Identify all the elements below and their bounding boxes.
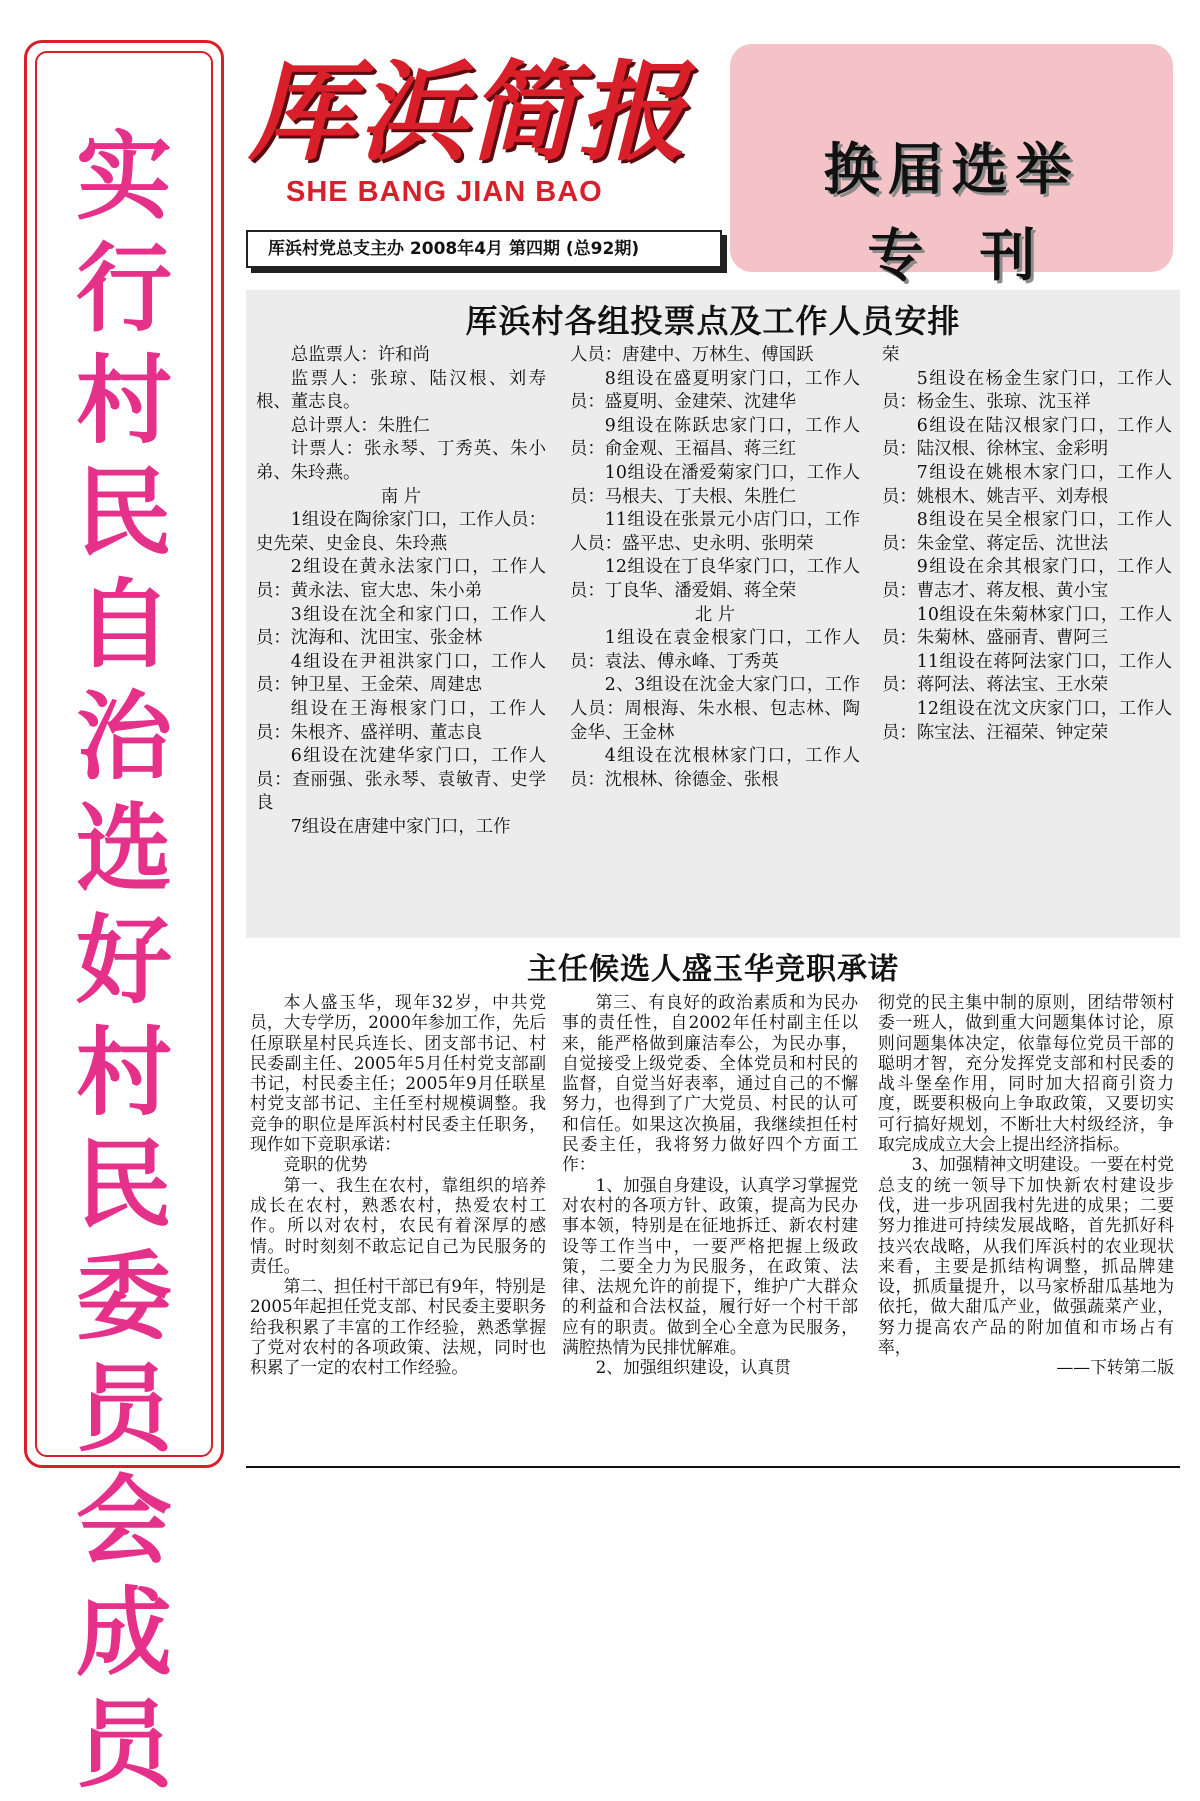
article-column — [250, 992, 546, 1378]
article-paragraph: 10组设在潘爱菊家门口，工作人员：马根夫、丁夫根、朱胜仁 — [570, 462, 860, 507]
article-column — [562, 992, 858, 1378]
article-paragraph: 7组设在唐建中家门口，工作 — [290, 816, 511, 837]
article-paragraph: 北 片 — [694, 604, 736, 625]
article-paragraph: 8组设在盛夏明家门口，工作人员：盛夏明、金建荣、沈建华 — [570, 368, 860, 413]
slogan-char: 民 — [76, 457, 172, 569]
article-paragraph: 9组设在陈跃忠家门口，工作人员：俞金观、王福昌、蒋三红 — [570, 415, 860, 460]
polling-stations-section — [246, 290, 1180, 938]
special-issue-line1: 换届选举 — [823, 138, 1080, 203]
article-paragraph: 10组设在朱菊林家门口，工作人员：朱菊林、盛丽青、曹阿三 — [882, 604, 1172, 649]
slogan-frame — [24, 40, 224, 1801]
article-paragraph: 南 片 — [380, 486, 422, 507]
article-paragraph: 监票人：张琼、陆汉根、刘寿根、董志良。 — [256, 368, 546, 413]
article-paragraph: 6组设在陆汉根家门口，工作人员：陆汉根、徐林宝、金彩明 — [882, 415, 1172, 460]
slogan-char: 好 — [76, 905, 172, 1017]
polling-stations-title: 厍浜村各组投票点及工作人员安排 — [465, 302, 961, 340]
article-paragraph: 彻党的民主集中制的原则，团结带领村委一班人，做到重大问题集体讨论，原则问题集体决定，依靠每位党员干部的聪明才智，充分发挥党支部和村民委的战斗堡垒作用，同时加大招商引资力度，既要积极向上争取政策，又要切实可行搞好规划，不断壮大村级经济，争取完成成立大会上提出经济指标。 — [878, 992, 1174, 1155]
article-column — [882, 344, 1172, 745]
article-paragraph: 1组设在袁金根家门口，工作人员：袁法、傅永峰、丁秀英 — [570, 628, 860, 672]
article-paragraph: 12组设在丁良华家门口，工作人员：丁良华、潘爱娟、蒋全荣 — [570, 557, 860, 601]
candidate-pledge-title: 主任候选人盛玉华竞职承诺 — [527, 952, 899, 987]
slogan-char: 成 — [76, 1577, 172, 1689]
article-paragraph: 4组设在尹祖洪家门口，工作人员：钟卫星、王金荣、周建忠 — [256, 651, 546, 696]
article-paragraph: 组设在王海根家门口，工作人员：朱根齐、盛祥明、董志良 — [256, 698, 546, 743]
article-paragraph: 11组设在张景元小店门口，工作人员：盛平忠、史永明、张明荣 — [570, 510, 860, 554]
article-paragraph: 9组设在余其根家门口，工作人员：曹志才、蒋友根、黄小宝 — [882, 557, 1172, 601]
slogan-char: 行 — [76, 233, 172, 345]
bottom-divider — [246, 1466, 1180, 1468]
issue-info-bar: 厍浜村党总支主办 2008年4月 第四期 (总92期) — [246, 230, 722, 268]
slogan-char: 实 — [76, 121, 172, 233]
article-paragraph: 计票人：张永琴、丁秀英、朱小弟、朱玲燕。 — [256, 439, 546, 483]
article-paragraph: 12组设在沈文庆家门口，工作人员：陈宝法、汪福荣、钟定荣 — [882, 698, 1172, 743]
slogan-char: 村 — [76, 345, 172, 457]
special-issue-line2: 专刊 — [867, 224, 1092, 289]
article-paragraph: 第二、担任村干部已有9年，特别是2005年起担任党支部、村民委主要职务给我积累了丰富的工作经验，熟悉掌握了党对农村的各项政策、法规，同时也积累了一定的农村工作经验。 — [250, 1276, 546, 1378]
article-paragraph: 11组设在蒋阿法家门口，工作人员：蒋阿法、蒋法宝、王水荣 — [882, 651, 1172, 696]
article-paragraph: 荣 — [882, 345, 900, 365]
masthead-title: 厍浜简报 — [248, 50, 689, 176]
article-paragraph: 1组设在陶徐家门口，工作人员：史先荣、史金良、朱玲燕 — [256, 510, 546, 554]
slogan-char: 民 — [76, 1129, 172, 1241]
slogan-char: 选 — [76, 793, 172, 905]
article-paragraph: 3组设在沈全和家门口，工作人员：沈海和、沈田宝、张金林 — [256, 604, 546, 649]
article-column — [256, 344, 546, 839]
article-paragraph: 7组设在姚根木家门口，工作人员：姚根木、姚吉平、刘寿根 — [882, 462, 1172, 507]
article-paragraph: ——下转第二版 — [1056, 1357, 1174, 1378]
article-paragraph: 第三、有良好的政治素质和为民办事的责任性，自2002年任村副主任以来，能严格做到廉洁奉公，为民办事，自觉接受上级党委、全体党员和村民的监督，自觉当好表率，通过自己的不懈努力，也得到了广大党员、村民的认可和信任。如果这次换届，我继续担任村民委主任，我将努力做好四个方面工作： — [562, 992, 858, 1175]
article-paragraph: 人员：唐建中、万林生、傅国跃 — [570, 345, 814, 365]
slogan-char: 村 — [76, 1017, 172, 1129]
article-paragraph: 2组设在黄永法家门口，工作人员：黄永法、宦大忠、朱小弟 — [256, 557, 546, 601]
masthead-subtitle-en: SHE BANG JIAN BAO — [286, 176, 603, 208]
article-paragraph: 竞职的优势 — [283, 1154, 368, 1175]
article-paragraph: 1、加强自身建设，认真学习掌握党对农村的各项方针、政策，提高为民办事本领，特别是在征地拆迁、新农村建设等工作当中，一要严格把握上级政策，二要全力为民服务，在政策、法律、法规允许的前提下，维护广大群众的利益和合法权益，履行好一个村干部应有的职责。做到全心全意为民服务，满腔热情为民排忧解难。 — [562, 1174, 858, 1358]
article-paragraph: 4组设在沈根林家门口，工作人员：沈根林、徐德金、张根 — [570, 746, 860, 790]
article-paragraph: 5组设在杨金生家门口，工作人员：杨金生、张琼、沈玉祥 — [882, 368, 1172, 413]
article-paragraph: 2、3组设在沈金大家门口，工作人员：周根海、朱水根、包志林、陶金华、王金林 — [570, 675, 860, 743]
slogan-char: 自 — [76, 569, 172, 681]
article-paragraph: 2、加强组织建设，认真贯 — [595, 1357, 791, 1378]
article-paragraph: 8组设在吴全根家门口，工作人员：朱金堂、蒋定岳、沈世法 — [882, 510, 1172, 554]
special-issue-box — [730, 44, 1173, 289]
article-paragraph: 总监票人：许和尚 — [290, 345, 430, 365]
slogan-char: 会 — [76, 1465, 172, 1577]
article-paragraph: 6组设在沈建华家门口，工作人员：查丽强、张永琴、袁敏青、史学良 — [256, 746, 546, 814]
slogan-text — [27, 121, 221, 1801]
article-column — [570, 344, 860, 792]
slogan-char: 治 — [76, 681, 172, 793]
article-paragraph: 总计票人：朱胜仁 — [290, 415, 430, 436]
slogan-char: 员 — [76, 1353, 172, 1465]
article-paragraph: 3、加强精神文明建设。一要在村党总支的统一领导下加快新农村建设步伐，进一步巩固我村先进的成果；二要努力推进可持续发展战略，首先抓好科技兴农战略，从我们厍浜村的农业现状来看，主要是抓结构调整，抓品牌建设，抓质量提升，以马家桥甜瓜基地为依托，做大甜瓜产业，做强蔬菜产业，努力提高农产品的附加值和市场占有率， — [878, 1154, 1174, 1358]
article-paragraph: 第一、我生在农村，靠组织的培养成长在农村，熟悉农村，热爱农村工作。所以对农村，农民有着深厚的感情。时时刻刻不敢忘记自己为民服务的责任。 — [250, 1174, 546, 1276]
article-paragraph: 本人盛玉华，现年32岁，中共党员，大专学历，2000年参加工作，先后任原联星村民兵连长、团支部书记、村民委副主任、2005年5月任村党支部副书记，村民委主任；2005年9月任联星村党支部书记、主任至村规模调整。我竞争的职位是厍浜村村民委主任职务，现作如下竞职承诺： — [250, 992, 546, 1155]
slogan-char: 员 — [76, 1689, 172, 1801]
slogan-char: 委 — [76, 1241, 172, 1353]
article-column — [878, 992, 1174, 1378]
